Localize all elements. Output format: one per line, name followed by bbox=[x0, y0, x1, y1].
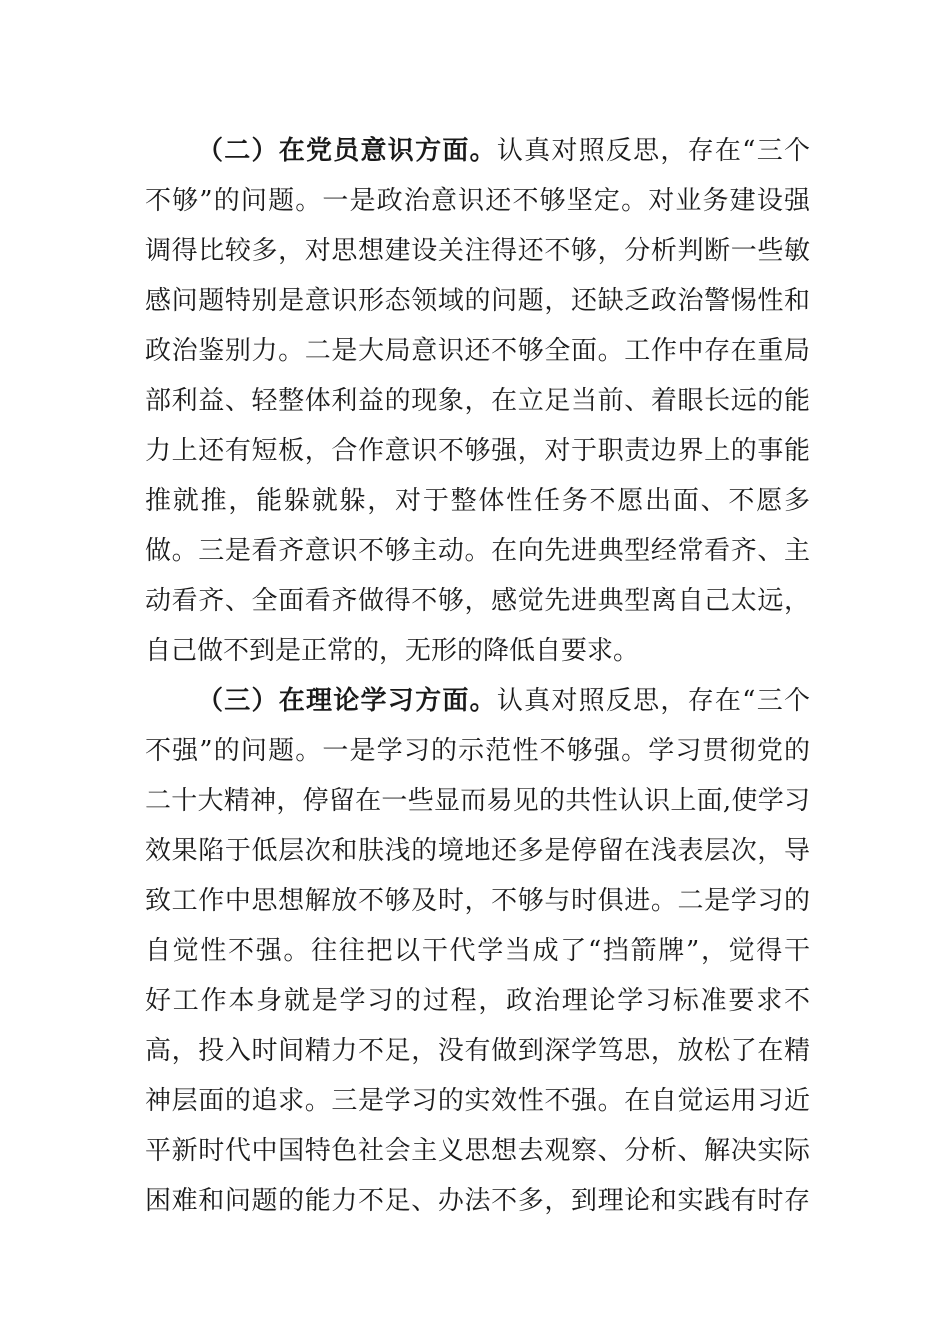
section2-line-6: 部利益、轻整体利益的现象，在立足当前、着眼长远的能 bbox=[145, 386, 810, 416]
section3-heading: （三）在理论学习方面。 bbox=[197, 686, 497, 716]
section2-line-1-text: 认真对照反思，存在“三个 bbox=[496, 136, 810, 166]
section2-line-4: 感问题特别是意识形态领域的问题，还缺乏政治警惕性和 bbox=[145, 286, 810, 316]
section3-line-5: 致工作中思想解放不够及时，不够与时俱进。二是学习的 bbox=[145, 886, 810, 916]
section3-line-10: 平新时代中国特色社会主义思想去观察、分析、解决实际 bbox=[145, 1136, 810, 1166]
section2-heading: （二）在党员意识方面。 bbox=[197, 136, 497, 166]
section3-line-4: 效果陷于低层次和肤浅的境地还多是停留在浅表层次，导 bbox=[145, 836, 810, 866]
section3-line-9: 神层面的追求。三是学习的实效性不强。在自觉运用习近 bbox=[145, 1086, 810, 1116]
section3-line-1 bbox=[197, 681, 810, 721]
section2-line-9: 做。三是看齐意识不够主动。在向先进典型经常看齐、主 bbox=[145, 536, 810, 566]
section3-line-3: 二十大精神，停留在一些显而易见的共性认识上面,使学习 bbox=[145, 786, 810, 816]
section2-line-2: 不够”的问题。一是政治意识还不够坚定。对业务建设强 bbox=[145, 186, 810, 216]
section2-line-1 bbox=[197, 131, 810, 171]
section3-line-6: 自觉性不强。往往把以干代学当成了“挡箭牌”，觉得干 bbox=[145, 936, 810, 966]
section3-line-7: 好工作本身就是学习的过程，政治理论学习标准要求不 bbox=[145, 986, 810, 1016]
section2-line-3: 调得比较多，对思想建设关注得还不够，分析判断一些敏 bbox=[145, 236, 810, 266]
section3-line-11: 困难和问题的能力不足、办法不多，到理论和实践有时存 bbox=[145, 1186, 810, 1216]
section2-line-7: 力上还有短板，合作意识不够强，对于职责边界上的事能 bbox=[145, 436, 810, 466]
section2-line-10: 动看齐、全面看齐做得不够，感觉先进典型离自己太远， bbox=[145, 586, 810, 616]
section2-line-8: 推就推，能躲就躲，对于整体性任务不愿出面、不愿多 bbox=[145, 486, 810, 516]
section3-line-8: 高，投入时间精力不足，没有做到深学笃思，放松了在精 bbox=[145, 1036, 810, 1066]
section3-line-2: 不强”的问题。一是学习的示范性不够强。学习贯彻党的 bbox=[145, 736, 810, 766]
section2-line-11: 自己做不到是正常的，无形的降低自要求。 bbox=[145, 636, 640, 666]
section2-line-5: 政治鉴别力。二是大局意识还不够全面。工作中存在重局 bbox=[145, 336, 810, 366]
section3-line-1-text: 认真对照反思，存在“三个 bbox=[496, 686, 810, 716]
